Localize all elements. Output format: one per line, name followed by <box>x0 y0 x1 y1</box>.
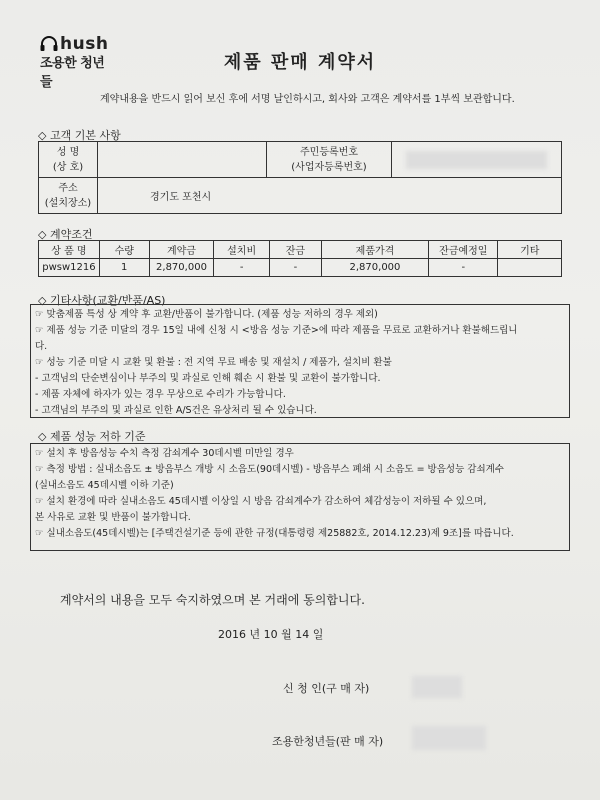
term-line: ☞ 측정 방법 : 실내소음도 ± 방음부스 개방 시 소음도(90데시벨) - 방음부스 폐쇄 시 소음도 = 방음성능 감쇠계수 <box>35 464 504 475</box>
term-line: ☞ 성능 기준 미달 시 교환 및 환불 : 전 지역 무료 배송 및 재설치 / 제품가, 설치비 환불 <box>35 357 392 368</box>
contract-header-row <box>39 241 562 259</box>
applicant-label: 신 청 인(구 매 자) <box>283 682 370 695</box>
other-section-title: ◇ 기타사항(교환/반품/AS) <box>38 294 166 307</box>
term-line: (실내소음도 45데시벨 이하 기준) <box>35 480 174 491</box>
logo-brand: hush <box>60 34 109 54</box>
contract-value-cell: 2,870,000 <box>149 259 214 277</box>
term-line: ☞ 설치 후 방음성능 수치 측정 감쇠계수 30데시벨 미만일 경우 <box>35 448 294 459</box>
contract-value-cell: 2,870,000 <box>321 259 428 277</box>
contract-header-cell: 설치비 <box>214 241 270 259</box>
contract-header-cell: 제품가격 <box>321 241 428 259</box>
contract-value-cell <box>498 259 562 277</box>
perf-section-title: ◇ 제품 성능 저하 기준 <box>38 430 146 443</box>
contract-value-cell: - <box>214 259 270 277</box>
address-label: 주소 (설치장소) <box>39 178 98 214</box>
contract-date: 2016 년 10 월 14 일 <box>218 628 324 641</box>
other-terms-box <box>30 304 570 418</box>
term-line: - 제품 자체에 하자가 있는 경우 무상으로 수리가 가능합니다. <box>35 389 286 400</box>
contract-header-cell: 계약금 <box>149 241 214 259</box>
contract-header-cell: 상 품 명 <box>39 241 100 259</box>
term-line: ☞ 맞춤제품 특성 상 계약 후 교환/반품이 불가합니다. (제품 성능 저하의 경우 제외) <box>35 309 378 320</box>
contract-value-row <box>39 259 562 277</box>
term-line: 다. <box>35 341 48 352</box>
seller-label: 조용한청년들(판 매 자) <box>272 735 384 748</box>
term-line: - 고객님의 부주의 및 과실로 인한 A/S건은 유상처리 될 수 있습니다. <box>35 405 317 416</box>
address-value <box>98 178 562 214</box>
name-label: 성 명 (상 호) <box>39 142 98 178</box>
contract-value-cell: pwsw1216 <box>39 259 100 277</box>
page-title: 제품 판매 계약서 <box>223 52 377 73</box>
customer-section-title: ◇ 고객 기본 사항 <box>38 129 121 142</box>
name-value <box>98 142 267 178</box>
contract-header-cell: 잔금예정일 <box>429 241 498 259</box>
contract-header-cell: 기타 <box>498 241 562 259</box>
term-line: ☞ 제품 성능 기준 미달의 경우 15일 내에 신청 시 <방음 성능 기준>에 따라 제품을 무료로 교환하거나 환불해드립니 <box>35 325 518 336</box>
term-line: 본 사유로 교환 및 반품이 불가합니다. <box>35 512 191 523</box>
contract-value-cell: - <box>429 259 498 277</box>
contract-header-cell: 수량 <box>99 241 149 259</box>
address-text: 경기도 포천시 <box>150 192 212 203</box>
logo-subtitle: 조용한 청년들 <box>40 56 105 90</box>
agreement-statement: 계약서의 내용을 모두 숙지하였으며 본 거래에 동의합니다. <box>60 593 365 607</box>
intro-text: 계약내용을 반드시 읽어 보신 후에 서명 날인하시고, 회사와 고객은 계약서를 1부씩 보관합니다. <box>100 94 515 105</box>
contract-value-cell: 1 <box>99 259 149 277</box>
term-line: - 고객님의 단순변심이나 부주의 및 과실로 인해 훼손 시 환불 및 교환이 불가합니다. <box>35 373 381 384</box>
seller-signature <box>412 726 486 750</box>
customer-table <box>38 141 562 214</box>
contract-value-cell: - <box>269 259 321 277</box>
term-line: ☞ 설치 환경에 따라 실내소음도 45데시벨 이상일 시 방음 감쇠계수가 감소하여 체감성능이 저하될 수 있으며, <box>35 496 487 507</box>
applicant-signature <box>412 676 462 698</box>
contract-header-cell: 잔금 <box>269 241 321 259</box>
performance-criteria-box <box>30 443 570 551</box>
id-label: 주민등록번호 (사업자등록번호) <box>267 142 392 178</box>
contract-section-title: ◇ 계약조건 <box>38 228 93 241</box>
contract-table <box>38 240 562 277</box>
term-line: ☞ 실내소음도(45데시벨)는 [주택건설기준 등에 관한 규정(대통령령 제25882호, 2014.12.23)제 9조]를 따릅니다. <box>35 528 514 539</box>
id-value <box>392 142 562 178</box>
